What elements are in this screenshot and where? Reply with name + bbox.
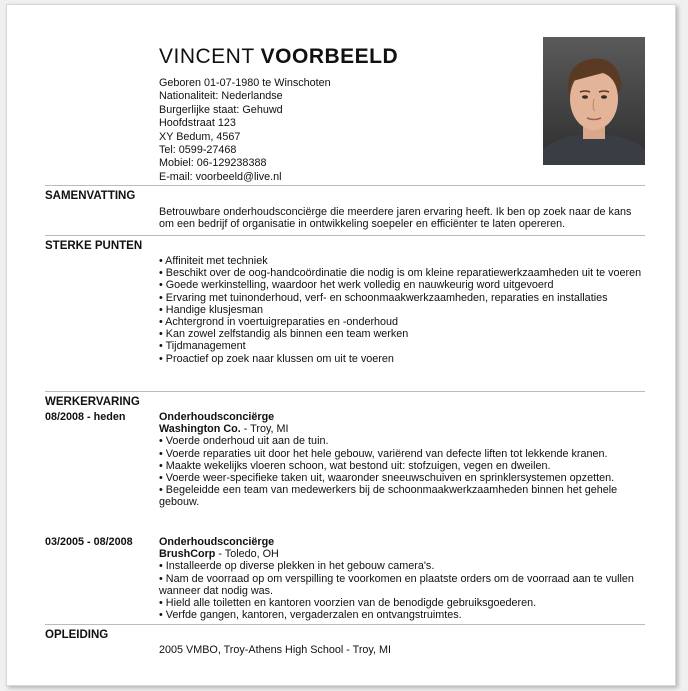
contact-line: XY Bedum, 4567 <box>159 130 241 143</box>
list-item: • Handige klusjesman <box>159 303 264 316</box>
section-heading-education: OPLEIDING <box>45 629 109 641</box>
profile-photo <box>543 37 645 165</box>
resume-page <box>6 4 676 686</box>
contact-line: Burgerlijke staat: Gehuwd <box>159 103 283 116</box>
list-item: • Goede werkinstelling, waardoor het werk volledig en nauwkeurig word uitgevoerd <box>159 279 554 292</box>
candidate-name <box>159 45 398 69</box>
section-divider <box>45 624 645 625</box>
list-item: • Maakte wekelijks vloeren schoon, wat bestond uit: stofzuigen, vegen en dweilen. <box>159 459 551 472</box>
list-item: • Affiniteit met techniek <box>159 255 268 267</box>
job-dates: 03/2005 - 08/2008 <box>45 536 133 548</box>
list-item: • Tijdmanagement <box>159 340 246 353</box>
job-employer <box>159 548 649 560</box>
list-item: • Voerde weer-specifieke taken uit, waaronder sneeuwschuiven en sprinklersystemen opzetten. <box>159 472 615 485</box>
list-item: • Proactief op zoek naar klussen om uit te voeren <box>159 352 394 365</box>
job-dates: 08/2008 - heden <box>45 411 126 423</box>
section-divider <box>45 185 645 186</box>
portrait-image <box>543 37 645 165</box>
job-entry <box>159 411 649 509</box>
section-heading-summary: SAMENVATTING <box>45 190 136 202</box>
section-divider <box>45 235 645 236</box>
contact-line: Geboren 01-07-1980 te Winschoten <box>159 77 331 89</box>
first-name: VINCENT <box>159 45 255 68</box>
job-location: - Toledo, OH <box>215 548 279 561</box>
list-item: • Hield alle toiletten en kantoren voorzien van de benodigde gebruiksgoederen. <box>159 597 537 610</box>
job-title: Onderhoudsconciërge <box>159 536 275 548</box>
list-item: • Voerde onderhoud uit aan de tuin. <box>159 435 329 448</box>
list-item: • Beschikt over de oog-handcoördinatie die nodig is om kleine reparatiewerkzaamheden uit te voeren <box>159 267 642 280</box>
job-location: - Troy, MI <box>240 423 289 436</box>
last-name: VOORBEELD <box>260 45 399 68</box>
job-entry <box>159 536 649 621</box>
list-item: • Nam de voorraad op om verspilling te voorkomen en plaatste orders om de voorraad aan te vullen wanneer dat nodig was. <box>159 572 634 597</box>
section-divider <box>45 391 645 392</box>
job-title: Onderhoudsconciërge <box>159 411 275 423</box>
contact-line: Nationaliteit: Nederlandse <box>159 90 283 103</box>
company-name: Washington Co. <box>159 423 241 436</box>
contact-line: Tel: 0599-27468 <box>159 144 237 157</box>
contact-line: Mobiel: 06-129238388 <box>159 157 267 170</box>
list-item: • Ervaring met tuinonderhoud, verf- en schoonmaakwerkzaamheden, reparaties en installaties <box>159 291 608 304</box>
contact-info <box>159 77 331 184</box>
list-item: • Installeerde op diverse plekken in het gebouw camera's. <box>159 560 435 573</box>
list-item: • Achtergrond in voertuigreparaties en -onderhoud <box>159 316 399 329</box>
job-employer <box>159 423 649 435</box>
contact-line: E-mail: voorbeeld@live.nl <box>159 170 282 183</box>
list-item: • Verfde gangen, kantoren, vergaderzalen en ontvangstruimtes. <box>159 609 462 622</box>
list-item: • Kan zowel zelfstandig als binnen een team werken <box>159 328 409 341</box>
summary-text: Betrouwbare onderhoudsconciërge die meerdere jaren ervaring heeft. Ik ben op zoek naar de kans om een bedrijf of organisatie in ontwikkeling soepeler en efficiënter te laten opereren. <box>159 206 632 231</box>
contact-line: Hoofdstraat 123 <box>159 117 236 130</box>
list-item: • Begeleidde een team van medewerkers bij de schoonmaakwerkzaamheden binnen het gehele gebouw. <box>159 484 618 509</box>
section-heading-strengths: STERKE PUNTEN <box>45 240 143 252</box>
strengths-list <box>159 255 649 365</box>
company-name: BrushCorp <box>159 548 216 561</box>
list-item: • Voerde reparaties uit door het hele gebouw, variërend van defecte liften tot lekkende kranen. <box>159 447 608 460</box>
section-heading-experience: WERKERVARING <box>45 396 140 408</box>
education-entry: 2005 VMBO, Troy-Athens High School - Troy, MI <box>159 644 392 656</box>
